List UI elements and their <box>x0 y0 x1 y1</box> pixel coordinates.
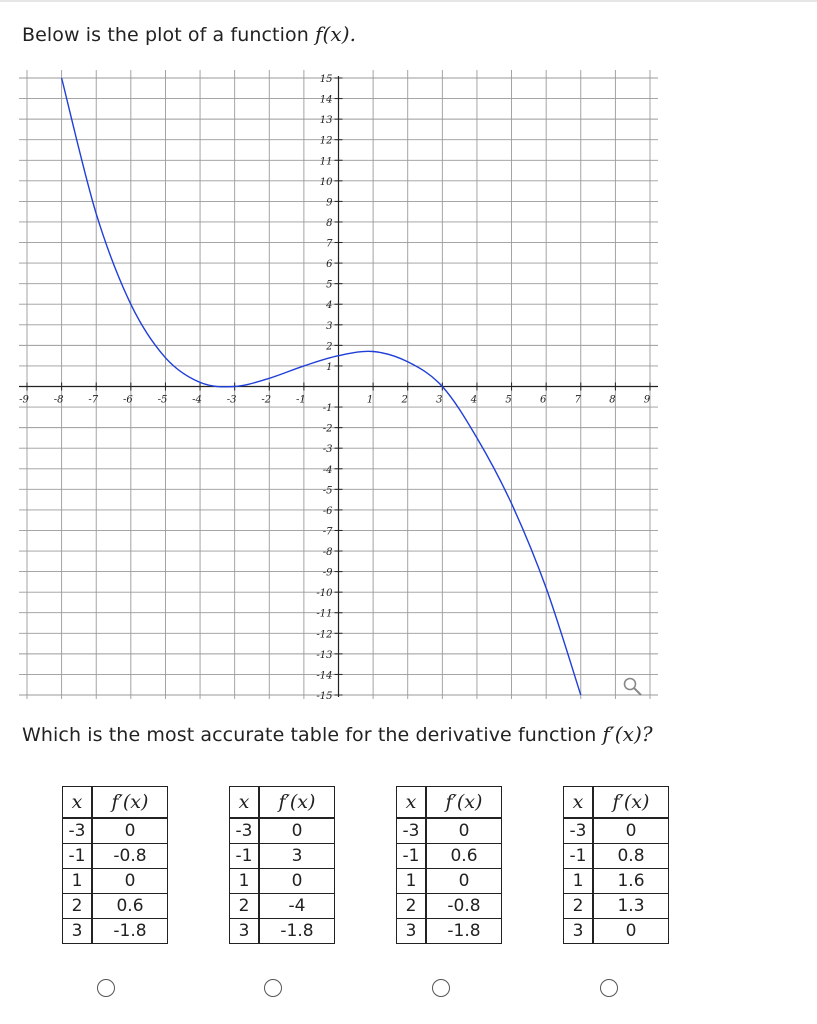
y-tick-label: -14 <box>316 670 333 682</box>
derivative-label: f′(x)? <box>602 722 653 746</box>
x-tick-label: -7 <box>88 394 99 406</box>
table-cell-value: 0 <box>593 919 669 944</box>
y-tick-label: 9 <box>326 197 333 209</box>
x-tick-label: 9 <box>643 394 651 406</box>
question-prompt <box>22 722 653 746</box>
y-tick-label: -15 <box>316 691 333 702</box>
y-tick-label: 8 <box>326 217 333 229</box>
table-cell-value: -1.8 <box>259 919 335 944</box>
radio-option-d[interactable] <box>600 979 618 997</box>
y-tick-label: -13 <box>316 649 333 661</box>
table-row <box>564 869 669 894</box>
table-header-x: x <box>230 787 260 819</box>
table-row <box>230 869 335 894</box>
table-cell-x: 2 <box>230 894 260 919</box>
y-tick-label: 6 <box>326 259 333 271</box>
table-row <box>63 844 168 869</box>
y-tick-label: -7 <box>322 526 333 538</box>
table-header-fprime: f′(x) <box>92 787 168 819</box>
y-tick-label: -1 <box>322 403 333 415</box>
table-cell-value: 0 <box>259 818 335 844</box>
y-tick-label: -3 <box>322 444 333 456</box>
x-tick-label: -6 <box>122 394 133 406</box>
table-cell-value: -0.8 <box>426 894 502 919</box>
table-cell-value: 0.6 <box>426 844 502 869</box>
table-cell-value: 1.6 <box>593 869 669 894</box>
table-cell-value: 1.3 <box>593 894 669 919</box>
answer-table-d <box>563 786 669 944</box>
table-row <box>63 818 168 844</box>
y-tick-label: -8 <box>322 547 333 559</box>
y-tick-label: -10 <box>316 588 333 600</box>
table-row <box>230 844 335 869</box>
table-row <box>230 818 335 844</box>
x-tick-label: -3 <box>226 394 237 406</box>
y-tick-label: 3 <box>326 320 333 332</box>
table-cell-value: 0 <box>426 818 502 844</box>
table-cell-x: -1 <box>230 844 260 869</box>
table-row <box>63 894 168 919</box>
table-header-x: x <box>564 787 594 819</box>
zoom-icon[interactable] <box>622 676 644 698</box>
table-row <box>397 869 502 894</box>
y-tick-label: 5 <box>326 279 333 291</box>
table-row <box>63 869 168 894</box>
y-tick-label: 14 <box>319 94 333 106</box>
table-header-fprime: f′(x) <box>426 787 502 819</box>
y-tick-label: -12 <box>316 629 333 641</box>
table-row <box>397 844 502 869</box>
table-cell-x: -3 <box>397 818 427 844</box>
table-cell-x: 3 <box>397 919 427 944</box>
x-tick-label: 7 <box>574 394 581 406</box>
table-cell-x: 3 <box>564 919 594 944</box>
table-cell-value: 3 <box>259 844 335 869</box>
table-header-fprime: f′(x) <box>259 787 335 819</box>
answer-table-b <box>229 786 335 944</box>
x-tick-label: -9 <box>19 394 29 406</box>
y-tick-label: 4 <box>326 300 333 312</box>
table-row <box>397 894 502 919</box>
x-tick-label: -5 <box>157 394 168 406</box>
table-cell-x: -1 <box>564 844 594 869</box>
table-cell-x: -1 <box>397 844 427 869</box>
y-tick-label: -6 <box>322 505 333 517</box>
answer-table-c <box>396 786 502 944</box>
table-cell-x: -3 <box>230 818 260 844</box>
radio-option-b[interactable] <box>264 979 282 997</box>
table-cell-value: 0 <box>426 869 502 894</box>
table-cell-x: 1 <box>230 869 260 894</box>
x-tick-label: 1 <box>366 394 374 406</box>
y-tick-label: -11 <box>316 608 333 620</box>
x-tick-label: -4 <box>192 394 202 406</box>
table-cell-value: -1.8 <box>92 919 168 944</box>
x-tick-label: 4 <box>470 394 478 406</box>
table-cell-value: -0.8 <box>92 844 168 869</box>
y-tick-label: 10 <box>319 176 333 188</box>
answer-choices <box>0 786 817 966</box>
function-label: f(x). <box>315 22 357 46</box>
table-cell-value: 0 <box>92 818 168 844</box>
x-tick-label: 6 <box>539 394 547 406</box>
table-cell-value: 0.6 <box>92 894 168 919</box>
x-tick-label: -1 <box>296 394 306 406</box>
answer-table-a <box>62 786 168 944</box>
y-tick-label: -4 <box>322 464 333 476</box>
table-cell-x: -3 <box>564 818 594 844</box>
table-row <box>230 894 335 919</box>
table-row <box>230 919 335 944</box>
table-cell-x: 1 <box>564 869 594 894</box>
table-cell-value: 0 <box>259 869 335 894</box>
x-tick-label: 2 <box>401 394 408 406</box>
table-cell-value: 0.8 <box>593 844 669 869</box>
table-header-x: x <box>397 787 427 819</box>
y-tick-label: -2 <box>322 423 333 435</box>
table-cell-value: 0 <box>92 869 168 894</box>
table-cell-x: 2 <box>397 894 427 919</box>
table-cell-value: -1.8 <box>426 919 502 944</box>
radio-option-a[interactable] <box>97 979 115 997</box>
y-tick-label: -9 <box>322 567 333 579</box>
radio-option-c[interactable] <box>432 979 450 997</box>
table-cell-x: 3 <box>63 919 93 944</box>
y-tick-label: 1 <box>326 361 333 373</box>
y-tick-label: 15 <box>319 74 333 85</box>
y-tick-label: 13 <box>319 115 333 127</box>
x-tick-label: -8 <box>53 394 64 406</box>
table-row <box>564 844 669 869</box>
table-cell-value: -4 <box>259 894 335 919</box>
table-row <box>564 818 669 844</box>
y-tick-label: 2 <box>326 341 333 353</box>
table-row <box>564 894 669 919</box>
x-tick-label: 5 <box>505 394 512 406</box>
y-tick-label: 11 <box>319 156 333 168</box>
table-cell-x: 2 <box>564 894 594 919</box>
table-cell-x: 1 <box>397 869 427 894</box>
table-row <box>397 919 502 944</box>
question-intro-text: Below is the plot of a function <box>22 24 315 46</box>
question-prompt-text: Which is the most accurate table for the derivative function <box>22 724 603 746</box>
table-cell-x: -1 <box>63 844 93 869</box>
table-row <box>63 919 168 944</box>
table-header-fprime: f′(x) <box>593 787 669 819</box>
y-tick-label: -5 <box>322 485 333 497</box>
table-cell-x: 1 <box>63 869 93 894</box>
table-row <box>397 818 502 844</box>
table-row <box>564 919 669 944</box>
table-cell-x: 2 <box>63 894 93 919</box>
y-tick-label: 12 <box>319 135 333 147</box>
x-tick-label: 3 <box>436 394 443 406</box>
table-cell-x: 3 <box>230 919 260 944</box>
x-tick-label: 8 <box>609 394 616 406</box>
x-tick-label: -2 <box>261 394 272 406</box>
table-cell-x: -3 <box>63 818 93 844</box>
table-cell-value: 0 <box>593 818 669 844</box>
table-header-x: x <box>63 787 93 819</box>
y-tick-label: 7 <box>326 238 333 250</box>
